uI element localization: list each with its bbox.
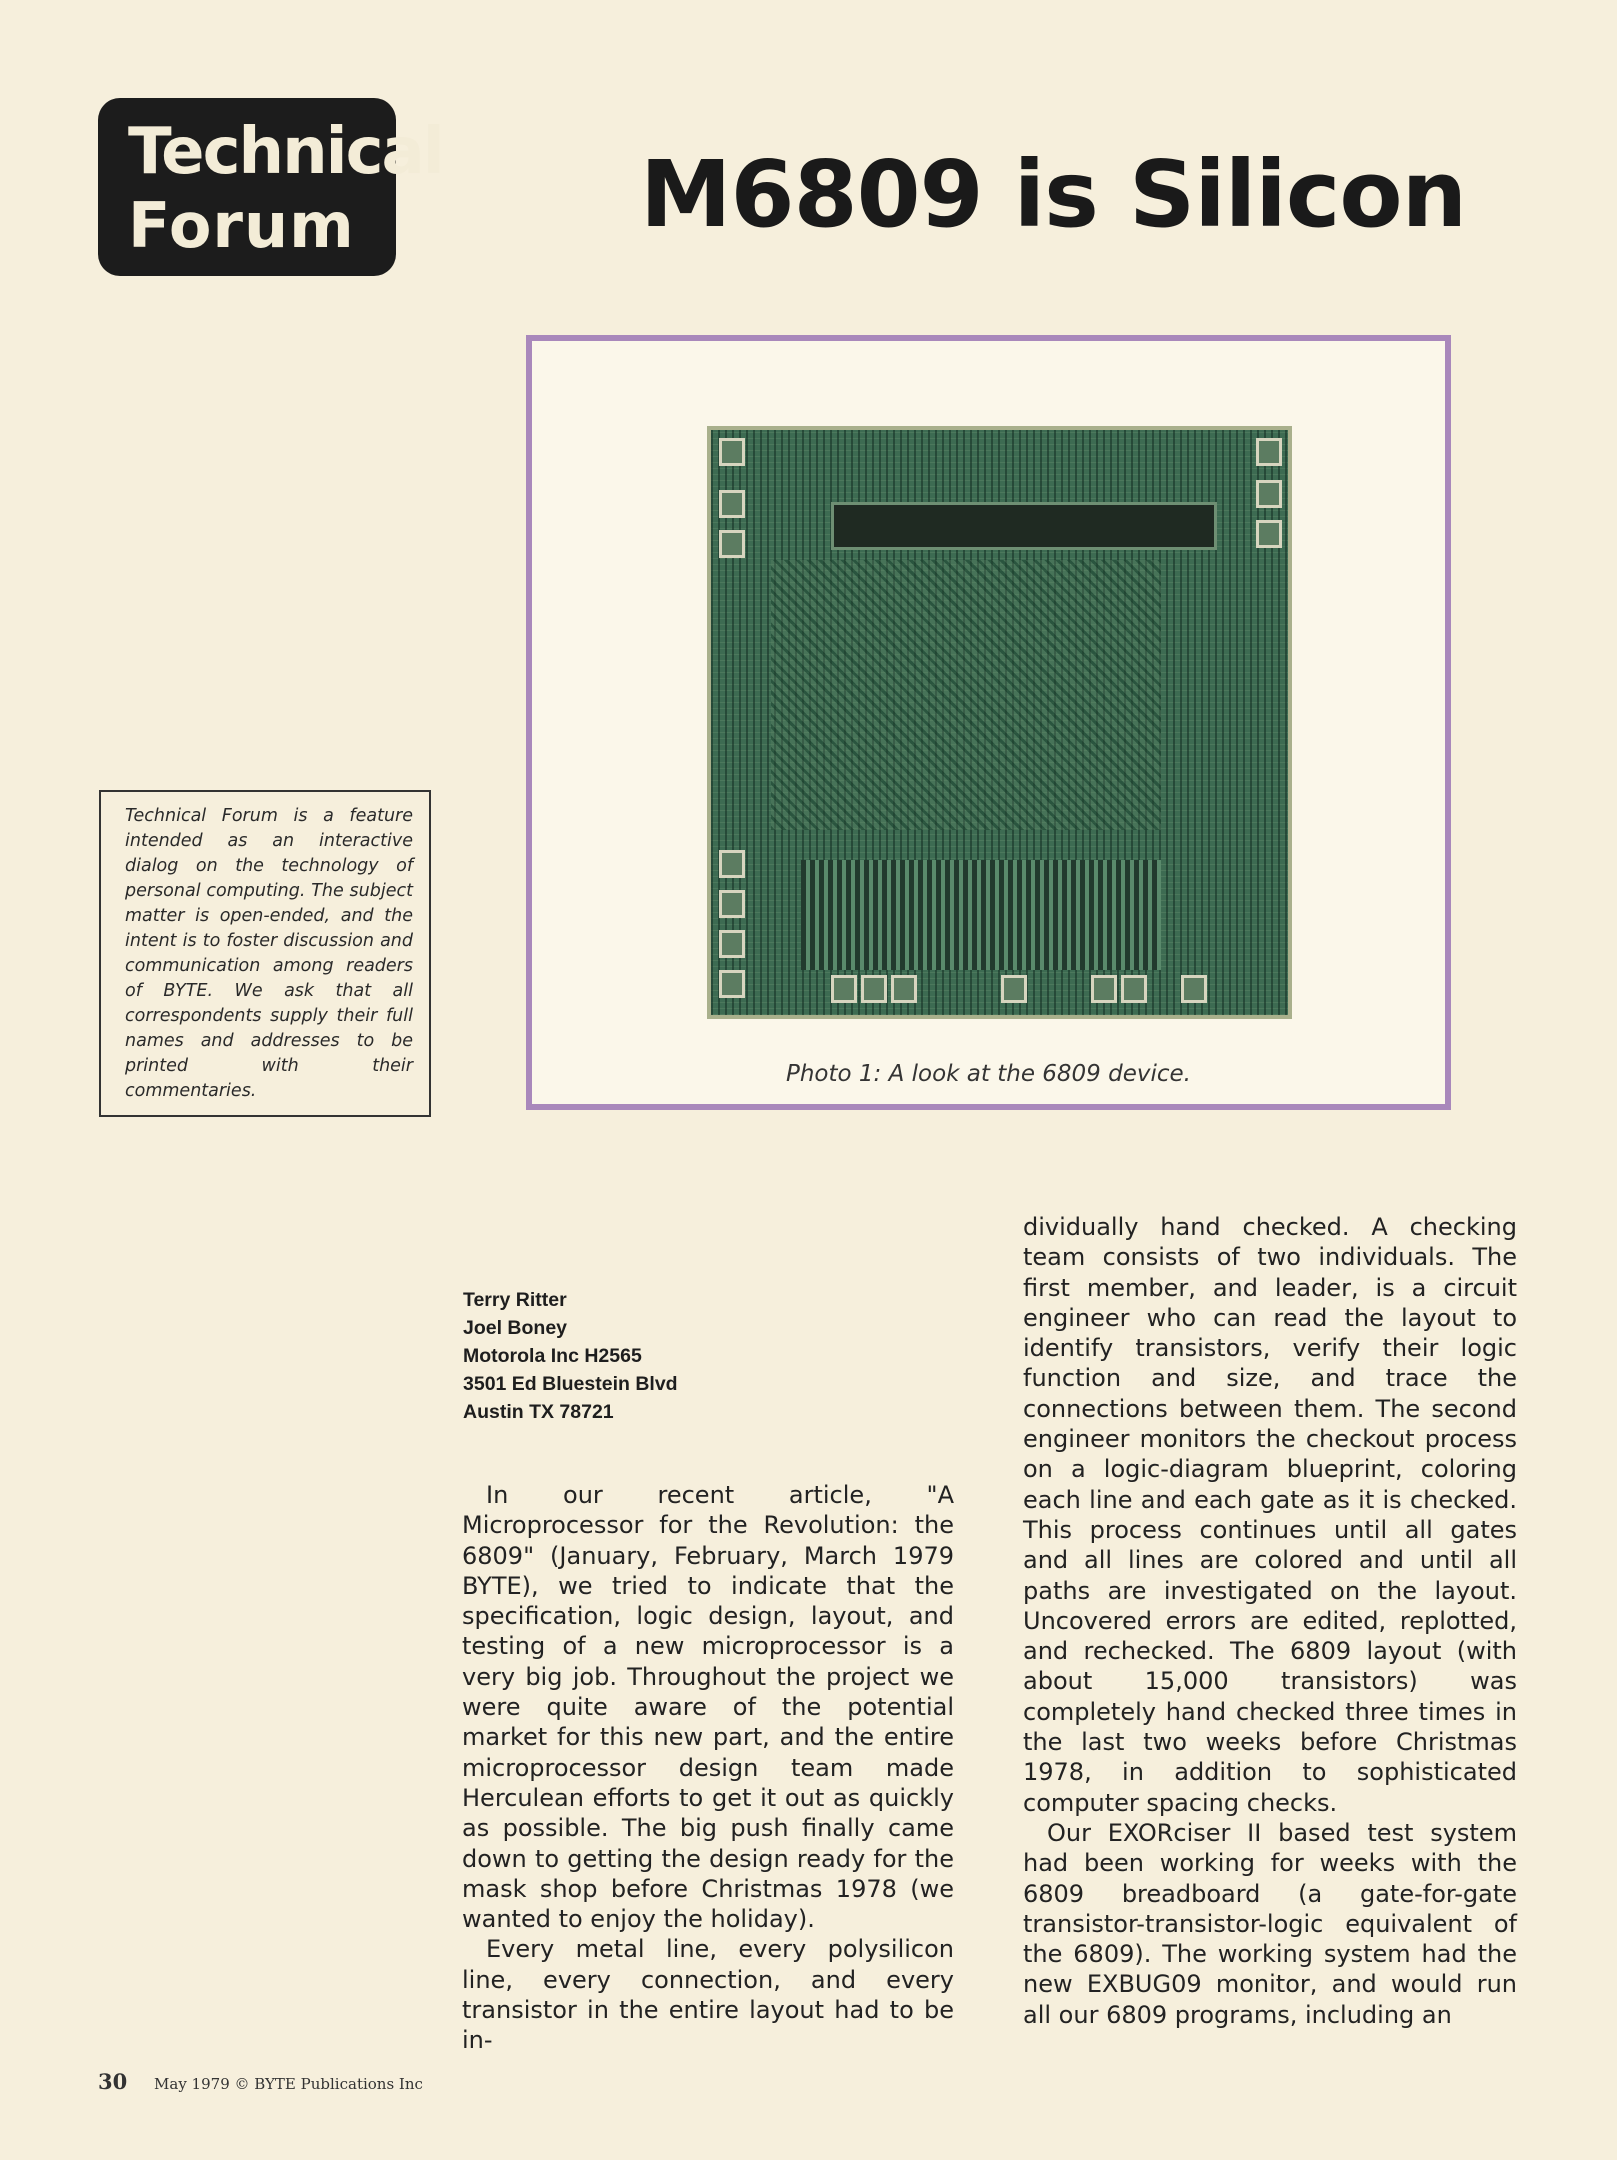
article-title: M6809 is Silicon	[640, 141, 1467, 248]
bond-pad	[719, 890, 745, 918]
body-column-1	[462, 1480, 954, 2056]
chip-rom-band	[831, 502, 1217, 550]
footer-credit: May 1979 © BYTE Publications Inc	[154, 2075, 423, 2093]
bond-pad	[1001, 975, 1027, 1003]
technical-forum-logo	[98, 98, 443, 276]
chip-logic-core	[771, 560, 1161, 830]
chip-die-image	[707, 426, 1292, 1019]
body-paragraph: Our EXORciser II based test system had been working for weeks with the 6809 breadboard (a gate-for-gate transistor-transistor-logic equivalent of the 6809). The working system had the new EXBUG09 monitor, and would run all our 6809 programs, including an	[1023, 1818, 1517, 2029]
bond-pad	[831, 975, 857, 1003]
technical-forum-sidebar: Technical Forum is a feature intended as an interactive dialog on the technology of personal computing. The subject matter is open-ended, and the intent is to foster discussion and communication among readers of BYTE. We ask that all correspondents supply their full names and addresses to be printed with their commentaries.	[99, 790, 431, 1117]
photo-frame	[526, 335, 1451, 1110]
bond-pad	[1181, 975, 1207, 1003]
author-city: Austin TX 78721	[463, 1401, 614, 1423]
bond-pad	[719, 438, 745, 466]
author-block	[463, 1286, 678, 1426]
author-name-1: Terry Ritter	[463, 1289, 567, 1311]
bond-pad	[861, 975, 887, 1003]
bond-pad	[719, 850, 745, 878]
bond-pad	[719, 530, 745, 558]
bond-pad	[1256, 438, 1282, 466]
bond-pad	[1256, 520, 1282, 548]
body-paragraph: Every metal line, every polysilicon line, every connection, and every transistor in the entire layout had to be in-	[462, 1935, 954, 2055]
bond-pad	[719, 930, 745, 958]
author-street: 3501 Ed Bluestein Blvd	[463, 1373, 678, 1395]
body-paragraph: dividually hand checked. A checking team consists of two individuals. The first member, and leader, is a circuit engineer who can read the layout to identify transistors, verify their logic function and size, and trace the connections between them. The second engineer monitors the checkout process on a logic-diagram blueprint, coloring each line and each gate as it is checked. This process continues until all gates and all lines are colored and until all paths are investigated on the layout. Uncovered errors are edited, replotted, and rechecked. The 6809 layout (with about 15,000 transistors) was completely hand checked three times in the last two weeks before Christmas 1978, in addition to sophisticated computer spacing checks.	[1023, 1213, 1517, 1817]
page-number: 30	[98, 2069, 128, 2094]
bond-pad	[719, 970, 745, 998]
logo-line-1: Technical	[128, 115, 443, 189]
bond-pad	[1256, 480, 1282, 508]
author-company: Motorola Inc H2565	[463, 1345, 642, 1367]
bond-pad	[719, 490, 745, 518]
logo-line-2: Forum	[128, 189, 355, 262]
author-name-2: Joel Boney	[463, 1317, 568, 1339]
photo-caption: Photo 1: A look at the 6809 device.	[785, 1061, 1191, 1087]
bond-pad	[1091, 975, 1117, 1003]
body-column-2	[1023, 1212, 1517, 2030]
body-paragraph: In our recent article, "A Microprocessor for the Revolution: the 6809" (January, February, March 1979 BYTE), we tried to indicate that the specification, logic design, layout, and testing of a new microprocessor is a very big job. Throughout the project we were quite aware of the potential market for this new part, and the entire microprocessor design team made Herculean efforts to get it out as quickly as possible. The big push finally came down to getting the design ready for the mask shop before Christmas 1978 (we wanted to enjoy the holiday).	[462, 1481, 954, 1934]
bond-pad	[891, 975, 917, 1003]
page-footer	[98, 2069, 423, 2094]
chip-register-array	[801, 860, 1161, 970]
bond-pad	[1121, 975, 1147, 1003]
